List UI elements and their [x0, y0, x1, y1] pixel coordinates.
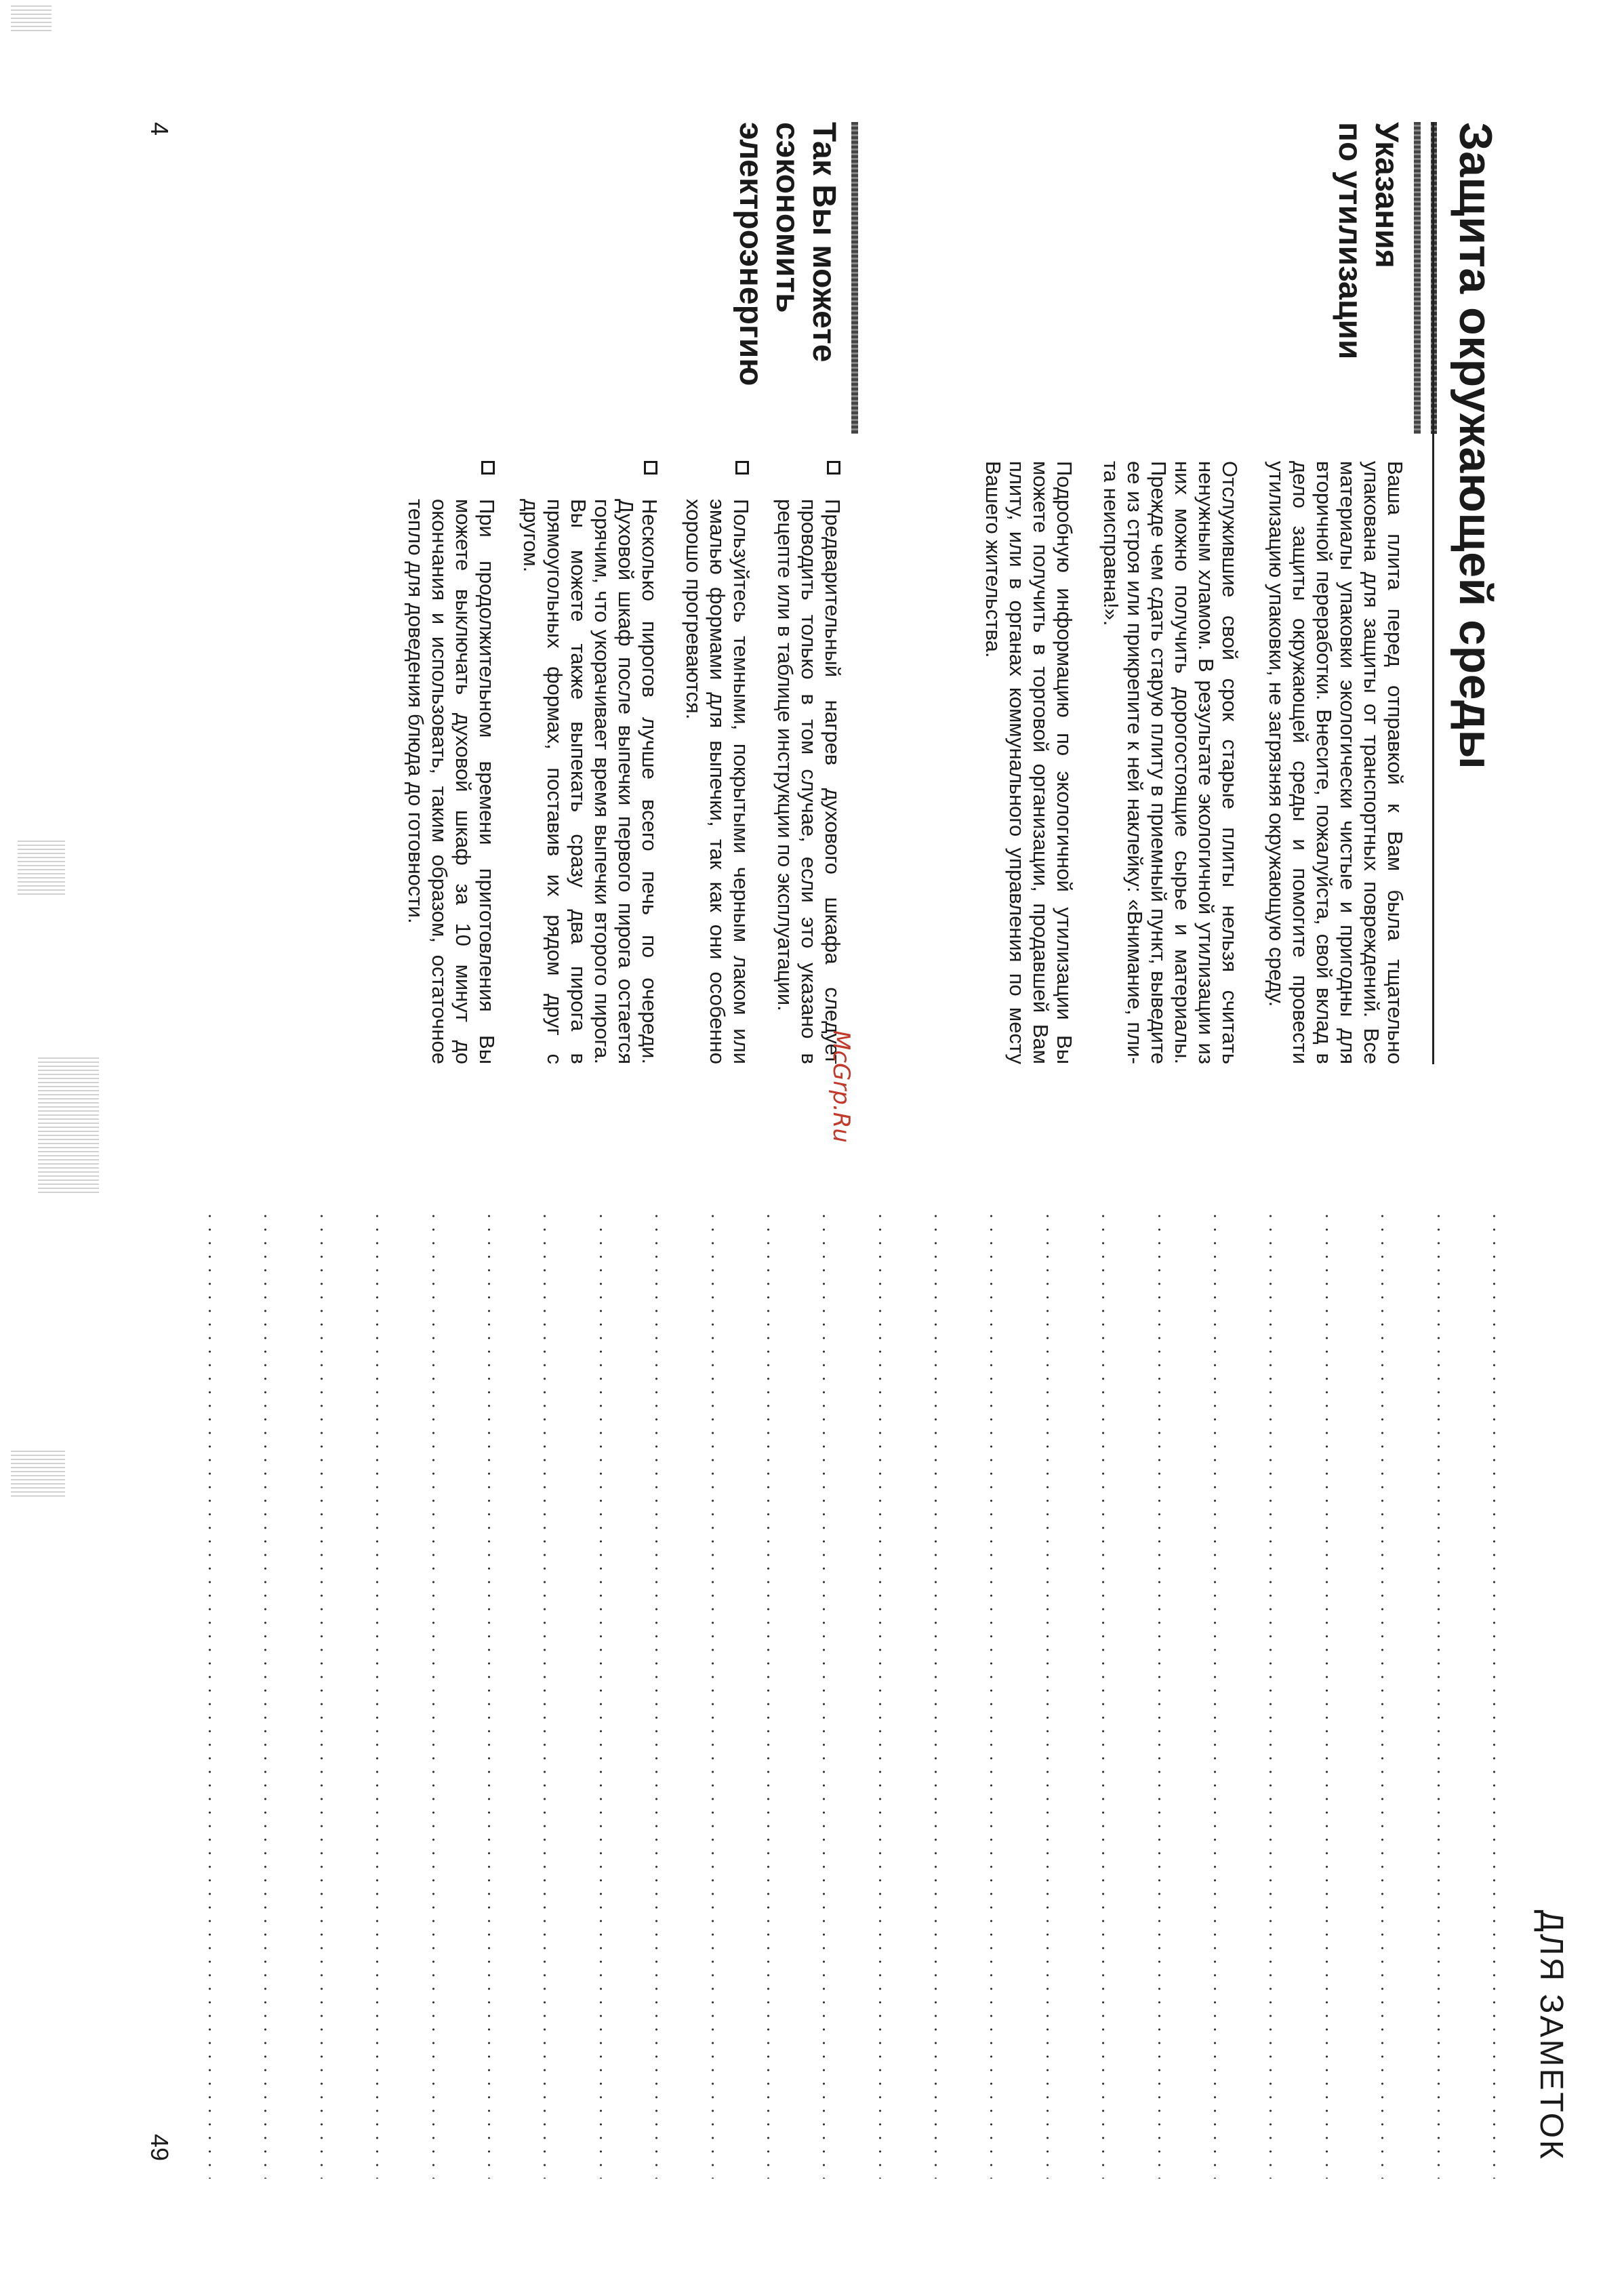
dotted-note-line: [712, 1209, 714, 2179]
dotted-note-line: [1270, 1209, 1272, 2179]
dotted-note-line: [432, 1209, 434, 2179]
title-rule: [1432, 122, 1434, 1064]
list-item: [682, 461, 753, 1064]
dotted-note-line: [1381, 1209, 1383, 2179]
section-rule: [1414, 122, 1421, 434]
dotted-note-line: [321, 1209, 323, 2179]
page-title: Защита окружающей среды: [1450, 122, 1501, 770]
dotted-note-line: [1326, 1209, 1328, 2179]
section-heading-energy: Так Вы можете сэкономить электроэнергию: [733, 122, 842, 386]
dotted-note-line: [600, 1209, 602, 2179]
list-item: [773, 461, 845, 1064]
dotted-note-line: [823, 1209, 825, 2179]
checkbox-bullet-icon: [735, 461, 749, 474]
dotted-note-line: [655, 1209, 657, 2179]
right-page: [0, 1142, 1624, 2283]
dotted-note-line: [879, 1209, 881, 2179]
dotted-note-line: [935, 1209, 937, 2179]
dotted-note-line: [1158, 1209, 1160, 2179]
dotted-note-line: [544, 1209, 546, 2179]
list-item-text: Несколько пирогов лучше всего печь по очереди. Духовой шкаф после выпечки первого пирога остается горячим, что укорачивает время выпечки второго пирога. Вы можете также выпекать сразу два пирога в прямоугольных формах, поставив их рядом друг с другом.: [519, 499, 662, 1064]
bullet-list: [404, 461, 845, 1064]
section-body-disposal: [958, 461, 1407, 1064]
page-number: 4: [146, 122, 174, 136]
dotted-note-line: [767, 1209, 769, 2179]
dotted-note-line: [1214, 1209, 1216, 2179]
dotted-note-line: [488, 1209, 490, 2179]
section-body-energy: [384, 461, 845, 1064]
paragraph: Подробную информацию по экологичной утилизации Вы можете получить в торговой организации, продавшей Вам плиту, или в органах коммунального управления по месту Вашего жительства.: [981, 461, 1076, 1064]
checkbox-bullet-icon: [481, 461, 495, 474]
dotted-note-line: [1493, 1209, 1495, 2179]
dotted-note-line: [1047, 1209, 1049, 2179]
list-item: [404, 461, 499, 1064]
checkbox-bullet-icon: [644, 461, 657, 474]
notes-lines: [201, 1209, 1495, 2179]
dotted-note-line: [209, 1209, 211, 2179]
section-heading-disposal: Указания по утилизации: [1332, 122, 1404, 360]
notes-title: ДЛЯ ЗАМЕТОК: [1533, 1910, 1569, 2161]
checkbox-bullet-icon: [827, 461, 840, 474]
dotted-note-line: [376, 1209, 378, 2179]
dotted-note-line: [990, 1209, 992, 2179]
dotted-note-line: [264, 1209, 266, 2179]
dotted-note-line: [1438, 1209, 1440, 2179]
list-item-text: Пользуйтесь темными, покрытыми черным лаком или эмалью формами для выпечки, так как они особенно хорошо прогреваются.: [682, 499, 753, 1064]
paragraph: Отслужившие свой срок старые плиты нельзя считать ненужным хламом. В результате экологичной утилизации из них можно получить дорогостоящие сырье и материалы. Прежде чем сдать старую плиту в приемный пункт, выведите ее из строя или прикрепите к ней наклейку: «Внимание, плита неисправна!».: [1099, 461, 1242, 1064]
page-number: 49: [146, 2133, 174, 2161]
list-item-text: При продолжительном времени приготовления Вы можете выключать духовой шкаф за 10 минут до окончания и использовать, таким образом, остаточное тепло для доведения блюда до готовности.: [404, 499, 499, 1064]
list-item: [519, 461, 662, 1064]
dotted-note-line: [1102, 1209, 1104, 2179]
paragraph: Ваша плита перед отправкой к Вам была тщательно упакована для защиты от транспортных повреждений. Все материалы упаковки экологически чистые и пригодны для вторичной переработки. Внесите, пожалуйста, свой вклад в дело защиты окружающей среды и помогите провести утилизацию упаковки, не загрязняя окружающую среду.: [1265, 461, 1407, 1064]
list-item-text: Предварительный нагрев духового шкафа следует проводить только в том случае, если это указано в рецепте или в таблице инструкции по эксплуатации.: [773, 499, 845, 1064]
watermark: McGrp.Ru: [828, 1030, 855, 1143]
section-rule: [851, 122, 858, 434]
